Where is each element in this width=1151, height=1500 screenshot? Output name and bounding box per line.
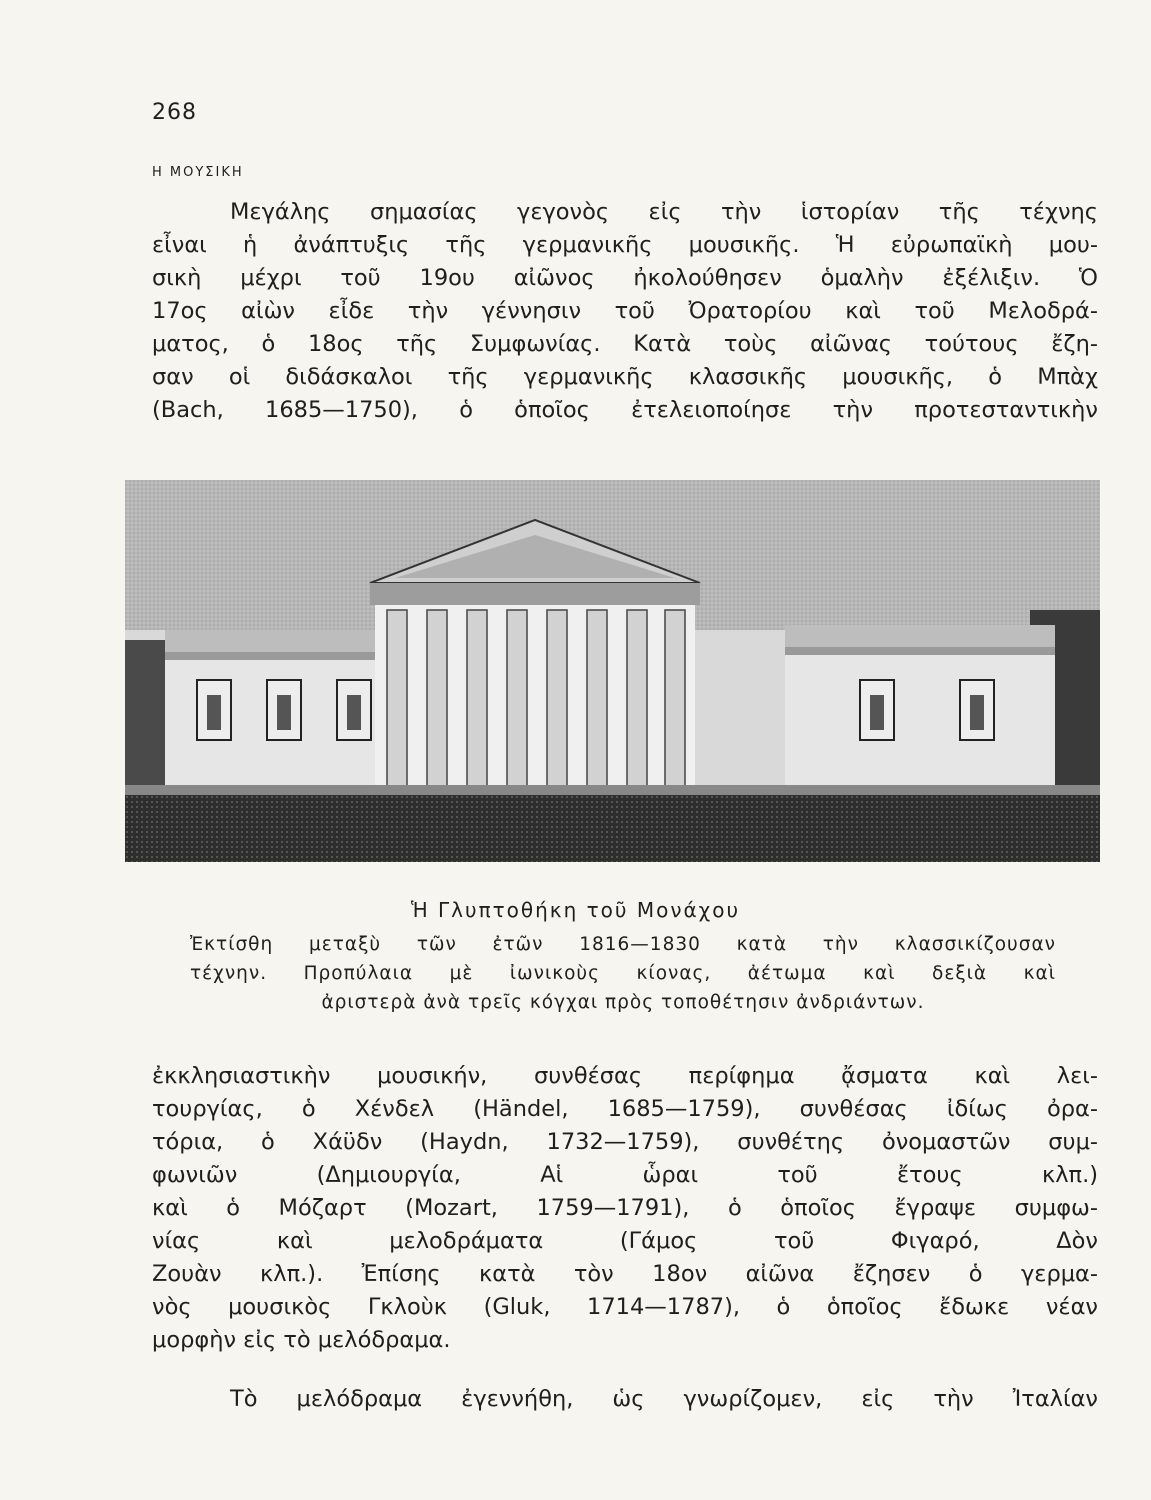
glyptothek-photo (125, 480, 1100, 862)
text-line: φωνιῶν (Δημιουργία, Αἱ ὧραι τοῦ ἔτους κλπ.) (152, 1162, 1098, 1188)
text-line: ματος, ὁ 18ος τῆς Συμφωνίας. Κατὰ τοὺς αἰῶνας τούτους ἔζη- (152, 331, 1098, 357)
text-line: Τὸ μελόδραμα ἐγεννήθη, ὡς γνωρίζομεν, εἰς τὴν Ἰταλίαν (230, 1386, 1098, 1412)
text-line: καὶ ὁ Μόζαρτ (Mozart, 1759—1791), ὁ ὁποῖος ἔγραψε συμφω- (152, 1195, 1098, 1221)
paragraph-2 (152, 1060, 1098, 1357)
text-line: τουργίας, ὁ Χένδελ (Händel, 1685—1759), συνθέσας ἰδίως ὀρα- (152, 1096, 1098, 1122)
paragraph-3 (152, 1383, 1098, 1416)
caption-line: ἀριστερὰ ἀνὰ τρεῖς κόγχαι πρὸς τοποθέτησιν ἀνδριάντων. (321, 992, 925, 1013)
page-number: 268 (152, 100, 197, 125)
text-line: ἐκκλησιαστικὴν μουσικήν, συνθέσας περίφημα ᾄσματα καὶ λει- (152, 1063, 1098, 1089)
text-line: Μεγάλης σημασίας γεγονὸς εἰς τὴν ἱστορίαν τῆς τέχνης (230, 199, 1098, 225)
text-line: τόρια, ὁ Χάϋδν (Haydn, 1732—1759), συνθέτης ὀνομαστῶν συμ- (152, 1129, 1098, 1155)
building-illustration (125, 480, 1100, 862)
text-line: νὸς μουσικὸς Γκλοὺκ (Gluk, 1714—1787), ὁ ὁποῖος ἔδωκε νέαν (152, 1294, 1098, 1320)
text-line: μορφὴν εἰς τὸ μελόδραμα. (152, 1327, 451, 1353)
text-line: (Bach, 1685—1750), ὁ ὁποῖος ἐτελειοποίησε τὴν προτεσταντικὴν (152, 397, 1098, 423)
running-head: Η ΜΟΥΣΙΚΗ (152, 165, 244, 180)
figure-caption (190, 930, 1056, 1017)
text-line: σικὴ μέχρι τοῦ 19ου αἰῶνος ἠκολούθησεν ὁμαλὴν ἐξέλιξιν. Ὁ (152, 265, 1098, 291)
figure-title: Ἡ Γλυπτοθήκη τοῦ Μονάχου (410, 898, 741, 922)
text-line: εἶναι ἡ ἀνάπτυξις τῆς γερμανικῆς μουσικῆς. Ἡ εὐρωπαϊκὴ μου- (152, 232, 1098, 258)
text-line: Ζουὰν κλπ.). Ἐπίσης κατὰ τὸν 18ον αἰῶνα ἔζησεν ὁ γερμα- (152, 1261, 1098, 1287)
text-line: σαν οἱ διδάσκαλοι τῆς γερμανικῆς κλασσικῆς μουσικῆς, ὁ Μπὰχ (152, 364, 1098, 390)
caption-line: Ἐκτίσθη μεταξὺ τῶν ἐτῶν 1816—1830 κατὰ τὴν κλασσικίζουσαν (190, 934, 1056, 955)
text-line: 17ος αἰὼν εἶδε τὴν γέννησιν τοῦ Ὀρατορίου καὶ τοῦ Μελοδρά- (152, 298, 1098, 324)
text-line: νίας καὶ μελοδράματα (Γάμος τοῦ Φιγαρό, Δὸν (152, 1228, 1098, 1254)
caption-line: τέχνην. Προπύλαια μὲ ἰωνικοὺς κίονας, ἀέτωμα καὶ δεξιὰ καὶ (190, 963, 1056, 984)
paragraph-1 (152, 196, 1098, 427)
